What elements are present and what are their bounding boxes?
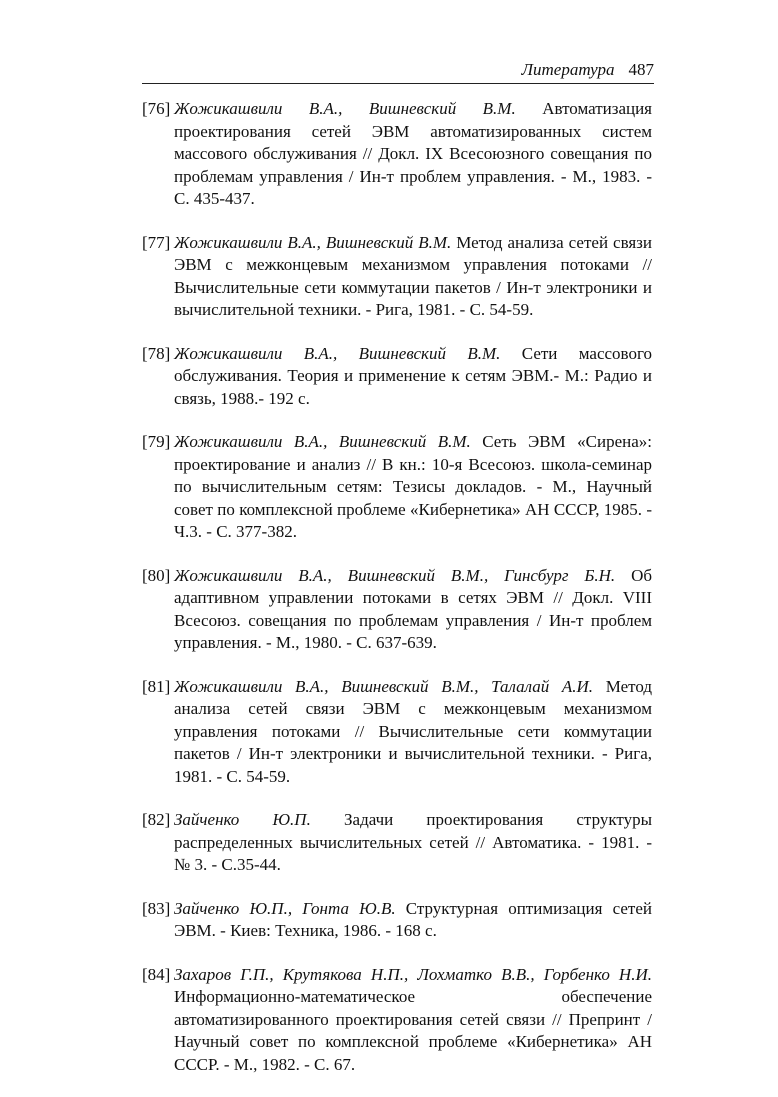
reference-body: [174, 676, 652, 789]
reference-item: [142, 431, 652, 544]
reference-authors: Жожикашвили В.А., Вишневский В.М.: [174, 432, 471, 451]
reference-description: Задачи проектирования структуры распределенных вычислительных сетей // Автоматика. - 1981. - № 3. - С.35-44.: [174, 810, 653, 874]
reference-description: Об адаптивном управлении потоками в сетях ЭВМ // Докл. VIII Всесоюз. совещания по проблемам управления / Ин-т проблем управления. - М., 1980. - С. 637-639.: [174, 565, 652, 652]
reference-number: [76]: [142, 99, 171, 118]
reference-authors: Жожикашвили В.А., Вишневский В.М., Гинсбург Б.Н.: [174, 565, 616, 585]
reference-item: [142, 565, 652, 655]
reference-item: [142, 964, 652, 1077]
reference-number: [83]: [142, 898, 171, 918]
section-title: Литература: [521, 60, 615, 79]
reference-number: [79]: [142, 432, 171, 451]
reference-item: [142, 809, 652, 877]
reference-body: [174, 898, 652, 943]
reference-body: [174, 232, 652, 322]
reference-item: [142, 676, 652, 789]
reference-number: [80]: [142, 565, 171, 585]
reference-description: Метод анализа сетей связи ЭВМ с межконцевым механизмом управления потоками // Вычислительные сети коммутации пакетов / Ин-т электроники и вычислительной техники. - Рига, 1981. - С. 54-59.: [174, 676, 653, 786]
reference-body: [174, 98, 652, 211]
reference-body: [174, 565, 652, 655]
reference-description: Сети массового обслуживания. Теория и применение к сетям ЭВМ.- М.: Радио и связь, 1988.- 192 с.: [174, 343, 653, 408]
reference-authors: Жожикашвили В.А., Вишневский В.М., Талалай А.И.: [174, 676, 594, 696]
reference-number: [77]: [142, 232, 171, 252]
page-number: 487: [628, 60, 654, 79]
reference-body: [174, 964, 652, 1077]
reference-description: Метод анализа сетей связи ЭВМ с межконцевым механизмом управления потоками // Вычислительные сети коммутации пакетов / Ин-т электроники и вычислительной техники. - Рига, 1981. - С. 54-59.: [174, 232, 652, 319]
reference-authors: Зайченко Ю.П.: [174, 810, 311, 829]
running-header: [142, 58, 654, 84]
reference-description: Автоматизация проектирования сетей ЭВМ автоматизированных систем массового обслуживания // Докл. IX Всесоюзного совещания по проблемам управления / Ин-т проблем управления. - М., 1983. - С. 435-437.: [174, 99, 652, 208]
reference-description: Сеть ЭВМ «Сирена»: проектирование и анализ // В кн.: 10-я Всесоюз. школа-семинар по вычислительным сетям: Тезисы докладов. - М., Научный совет по комплексной проблеме «Кибернетика» АН СССР, 1985. - Ч.3. - С. 377-382.: [174, 432, 652, 541]
reference-body: [174, 809, 652, 877]
reference-number: [81]: [142, 676, 171, 696]
reference-number: [78]: [142, 343, 171, 363]
reference-list: [142, 98, 652, 1097]
reference-number: [84]: [142, 964, 171, 984]
reference-authors: Захаров Г.П., Крутякова Н.П., Лохматко В.В., Горбенко Н.И.: [174, 964, 652, 984]
reference-item: [142, 898, 652, 943]
reference-authors: Жожикашвили В.А., Вишневский В.М.: [174, 343, 501, 363]
reference-authors: Жожикашвили В.А., Вишневский В.М.: [174, 232, 452, 252]
reference-item: [142, 232, 652, 322]
reference-description: Структурная оптимизация сетей ЭВМ. - Киев: Техника, 1986. - 168 с.: [174, 898, 653, 940]
reference-authors: Жожикашвили В.А., Вишневский В.М.: [174, 99, 516, 118]
reference-item: [142, 343, 652, 411]
reference-item: [142, 98, 652, 211]
reference-number: [82]: [142, 810, 171, 829]
reference-body: [174, 343, 652, 411]
reference-authors: Зайченко Ю.П., Гонта Ю.В.: [174, 898, 396, 918]
reference-description: Информационно-математическое обеспечение автоматизированного проектирования сетей связи // Препринт /Научный совет по комплексной проблеме «Кибернетика» АН СССР. - М., 1982. - С. 67.: [174, 987, 652, 1074]
reference-body: [174, 431, 652, 544]
